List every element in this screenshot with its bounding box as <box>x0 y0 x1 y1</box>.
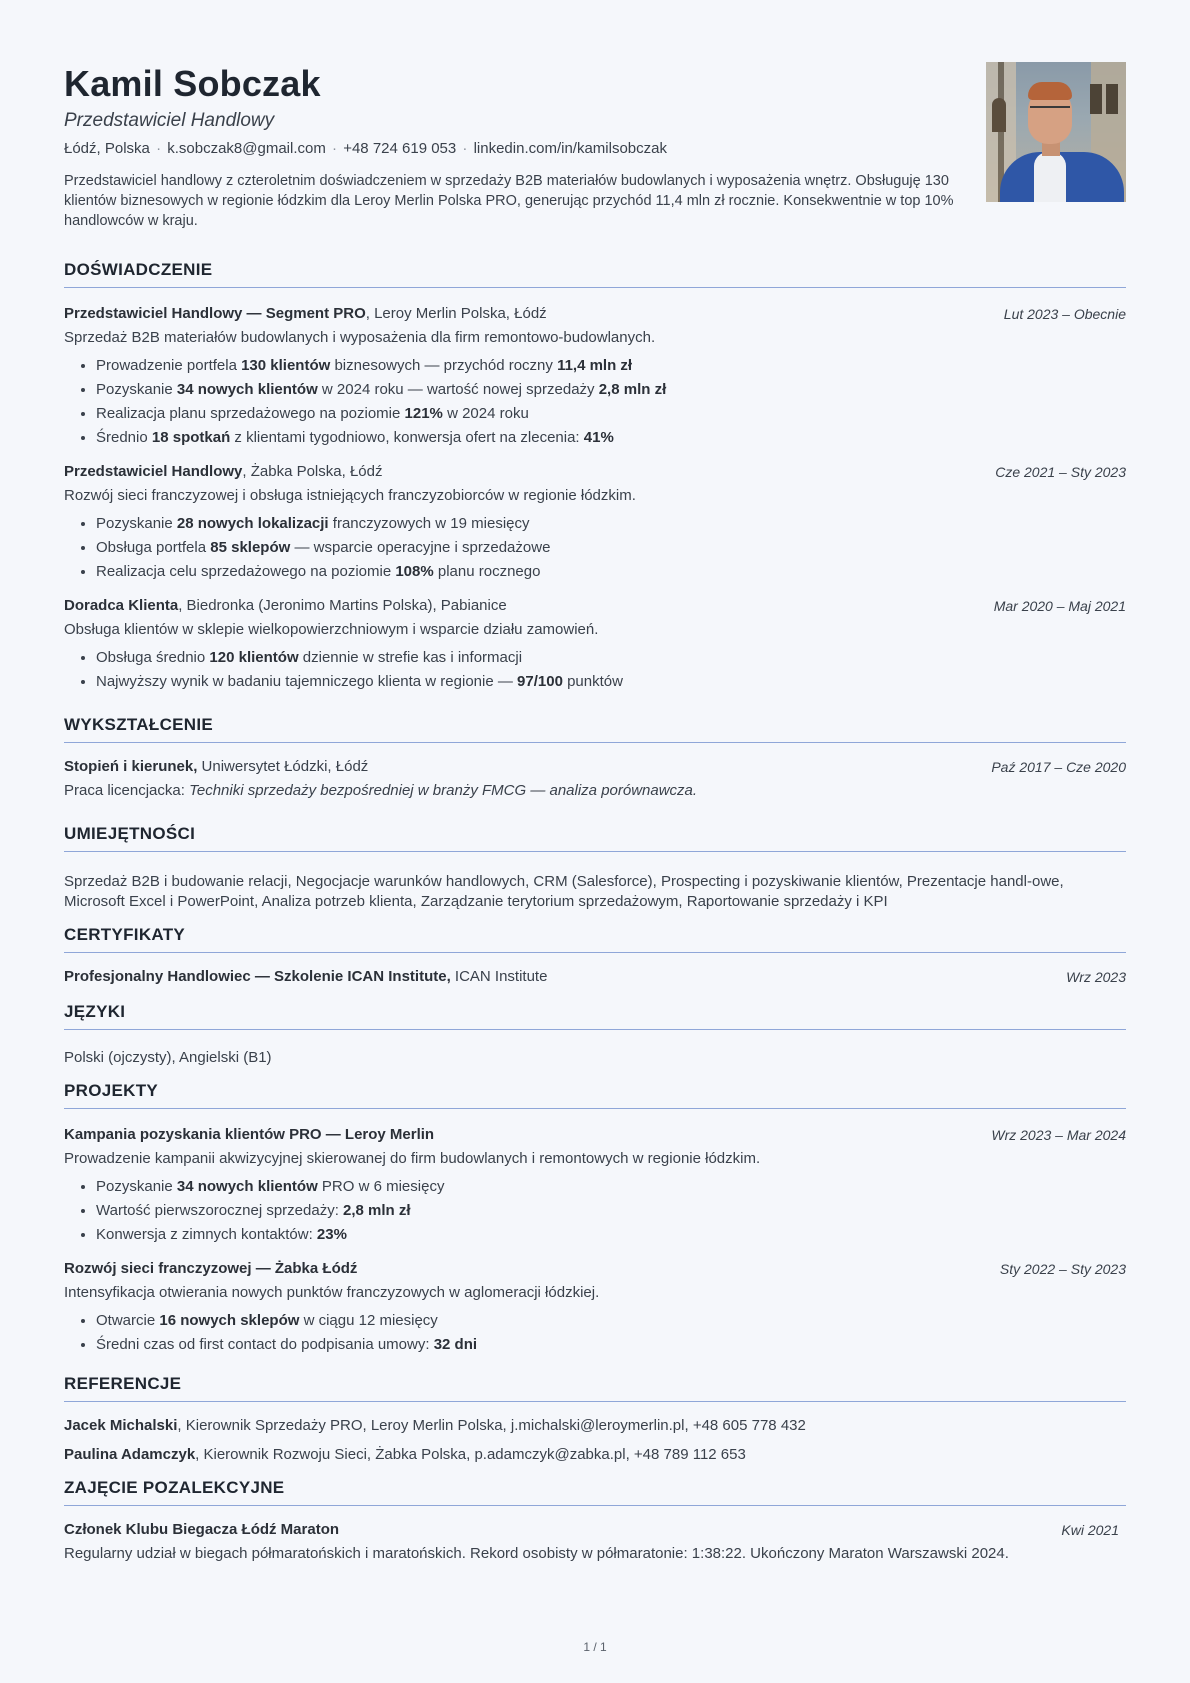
certificates-section <box>64 924 1126 987</box>
thesis <box>64 781 1126 801</box>
certificate-title: Profesjonalny Handlowiec — Szkolenie ICAN Institute, <box>64 968 451 985</box>
job-description: Sprzedaż B2B materiałów budowlanych i wyposażenia dla firm remontowo-budowlanych. <box>64 329 656 346</box>
bullet-text: Realizacja celu sprzedażowego na poziomie <box>96 563 396 580</box>
bullet-item <box>96 1311 1126 1331</box>
bullet-text: Najwyższy wynik w badaniu tajemniczego klienta w regionie — <box>96 673 518 690</box>
education-section <box>64 714 1126 801</box>
bullet-text: planu rocznego <box>433 563 541 580</box>
bullet-text: Obsługa portfela <box>96 539 211 556</box>
bullet-item <box>96 648 1126 668</box>
projects-heading: PROJEKTY <box>64 1080 1126 1109</box>
bullet-list <box>64 356 1126 448</box>
skills-section <box>64 823 1126 912</box>
certificate-entry <box>64 967 1126 987</box>
project-header <box>64 1259 1126 1279</box>
certificates-heading: CERTYFIKATY <box>64 924 1126 953</box>
bullet-highlight: 34 nowych klientów <box>176 1178 318 1195</box>
project-description: Prowadzenie kampanii akwizycyjnej skierowanej do firm budowlanych i remontowych w regionie łódzkim. <box>64 1150 761 1167</box>
reference-name: Jacek Michalski <box>64 1417 178 1434</box>
education-heading: WYKSZTAŁCENIE <box>64 714 1126 743</box>
certificate-issuer: ICAN Institute <box>450 968 548 985</box>
bullet-item <box>96 672 1126 692</box>
job-header <box>64 596 1126 616</box>
job-header <box>64 462 1126 482</box>
activity-entry <box>64 1520 1126 1564</box>
job-date: Lut 2023 – Obecnie <box>1003 306 1126 322</box>
reference-item <box>64 1445 1126 1465</box>
experience-section <box>64 259 1126 692</box>
contact-linkedin[interactable]: linkedin.com/in/kamilsobczak <box>473 140 667 157</box>
thesis-label: Praca licencjacka: <box>64 782 190 799</box>
bullet-list <box>64 1177 1126 1245</box>
skills-heading: UMIEJĘTNOŚCI <box>64 823 1126 852</box>
page-number: 1 / 1 <box>583 1640 607 1654</box>
bullet-item <box>96 404 1126 424</box>
contact-separator: · <box>156 140 162 157</box>
references-section <box>64 1373 1126 1465</box>
activities-section <box>64 1477 1126 1564</box>
bullet-item <box>96 356 1126 376</box>
bullet-text: Obsługa średnio <box>96 649 210 666</box>
university: Uniwersytet Łódzki, Łódź <box>197 758 369 775</box>
experience-list <box>64 304 1126 692</box>
bullet-text: dziennie w strefie kas i informacji <box>298 649 523 666</box>
activities-heading: ZAJĘCIE POZALEKCYJNE <box>64 1477 1126 1506</box>
thesis-title: Techniki sprzedaży bezpośredniej w branży FMCG — analiza porównawcza. <box>189 782 698 799</box>
bullet-text: Konwersja z zimnych kontaktów: <box>96 1226 317 1243</box>
bullet-text: w 2024 roku — wartość nowej sprzedaży <box>317 381 599 398</box>
job-employer: , Biedronka (Jeronimo Martins Polska), Pabianice <box>178 597 507 614</box>
bullet-text: biznesowych — przychód roczny <box>330 357 558 374</box>
reference-name: Paulina Adamczyk <box>64 1446 196 1463</box>
bullet-item <box>96 1201 1126 1221</box>
candidate-role: Przedstawiciel Handlowy <box>64 110 275 131</box>
projects-list <box>64 1125 1126 1355</box>
references-list <box>64 1416 1126 1465</box>
bullet-highlight: 2,8 mln zł <box>343 1202 411 1219</box>
bullet-text: Realizacja planu sprzedażowego na poziomie <box>96 405 405 422</box>
project-title: Rozwój sieci franczyzowej — Żabka Łódź <box>64 1260 358 1277</box>
bullet-highlight: 120 klientów <box>209 649 299 666</box>
bullet-text: Średni czas od first contact do podpisania umowy: <box>96 1336 434 1353</box>
degree-title: Stopień i kierunek, <box>64 758 198 775</box>
references-heading: REFERENCJE <box>64 1373 1126 1402</box>
bullet-list <box>64 1311 1126 1355</box>
languages-section <box>64 1001 1126 1068</box>
profile-summary: Przedstawiciel handlowy z czteroletnim doświadczeniem w sprzedaży B2B materiałów budowlanych i wyposażenia wnętrz. Obsługuję 130 klientów biznesowych w regionie łódzkim dla Leroy Merlin Polska PRO, generując przychód 11,4 mln zł rocznie. Konsekwentnie w top 10% handlowców w kraju. <box>64 173 954 229</box>
activity-date: Kwi 2021 <box>1061 1522 1119 1538</box>
bullet-item <box>96 428 1126 448</box>
skills-list: Sprzedaż B2B i budowanie relacji, Negocjacje warunków handlowych, CRM (Salesforce), Prospecting i pozyskiwanie klientów, Prezentacje handl-owe, Microsoft Excel i PowerPoint, Analiza potrzeb klienta, Zarządzanie terytorium sprzedażowym, Raportowanie sprzedaży i KPI <box>64 873 1064 910</box>
bullet-highlight: 16 nowych sklepów <box>159 1312 300 1329</box>
contact-separator: · <box>332 140 338 157</box>
project-header <box>64 1125 1126 1145</box>
bullet-item <box>96 514 1126 534</box>
bullet-highlight: 2,8 mln zł <box>598 381 667 398</box>
bullet-item <box>96 380 1126 400</box>
job-title: Przedstawiciel Handlowy — Segment PRO <box>64 305 366 322</box>
project-title: Kampania pozyskania klientów PRO — Leroy Merlin <box>64 1126 435 1143</box>
project-date: Wrz 2023 – Mar 2024 <box>991 1127 1126 1143</box>
bullet-text: PRO w 6 miesięcy <box>317 1178 445 1195</box>
bullet-highlight: 130 klientów <box>241 357 331 374</box>
bullet-list <box>64 514 1126 582</box>
bullet-highlight: 41% <box>583 429 614 446</box>
bullet-item <box>96 1225 1126 1245</box>
resume-header <box>64 62 1126 231</box>
certificate-date: Wrz 2023 <box>1066 969 1126 985</box>
bullet-highlight: 32 dni <box>433 1336 478 1353</box>
project-entry <box>64 1125 1126 1245</box>
bullet-item <box>96 1335 1126 1355</box>
bullet-highlight: 23% <box>316 1226 347 1243</box>
bullet-highlight: 97/100 <box>517 673 563 690</box>
contact-email[interactable]: k.sobczak8@gmail.com <box>167 140 326 157</box>
bullet-text: franczyzowych w 19 miesięcy <box>328 515 530 532</box>
experience-heading: DOŚWIADCZENIE <box>64 259 1126 288</box>
job-title: Przedstawiciel Handlowy <box>64 463 243 480</box>
languages-heading: JĘZYKI <box>64 1001 1126 1030</box>
bullet-text: z klientami tygodniowo, konwersja ofert na zlecenia: <box>230 429 584 446</box>
contact-location: Łódź, Polska <box>64 140 150 157</box>
profile-photo <box>986 62 1126 202</box>
project-entry <box>64 1259 1126 1355</box>
bullet-item <box>96 562 1126 582</box>
project-description: Intensyfikacja otwierania nowych punktów franczyzowych w aglomeracji łódzkiej. <box>64 1284 600 1301</box>
bullet-highlight: 18 spotkań <box>151 429 231 446</box>
job-employer: , Żabka Polska, Łódź <box>242 463 383 480</box>
experience-entry <box>64 304 1126 448</box>
project-date: Sty 2022 – Sty 2023 <box>999 1261 1126 1277</box>
bullet-text: Pozyskanie <box>96 515 177 532</box>
reference-details: , Kierownik Rozwoju Sieci, Żabka Polska, p.adamczyk@zabka.pl, +48 789 112 653 <box>195 1446 746 1463</box>
experience-entry <box>64 596 1126 692</box>
job-employer: , Leroy Merlin Polska, Łódź <box>365 305 547 322</box>
contact-line <box>64 139 966 159</box>
contact-phone: +48 724 619 053 <box>343 140 457 157</box>
bullet-text: Wartość pierwszorocznej sprzedaży: <box>96 1202 344 1219</box>
bullet-item <box>96 1177 1126 1197</box>
job-date: Cze 2021 – Sty 2023 <box>995 464 1126 480</box>
bullet-text: Pozyskanie <box>96 381 177 398</box>
job-description: Rozwój sieci franczyzowej i obsługa istniejących franczyzobiorców w regionie łódzkim. <box>64 487 636 504</box>
job-description: Obsługa klientów w sklepie wielkopowierzchniowym i wsparcie działu zamowień. <box>64 621 599 638</box>
bullet-text: Otwarcie <box>96 1312 160 1329</box>
activity-title: Członek Klubu Biegacza Łódź Maraton <box>64 1521 340 1538</box>
job-header <box>64 304 1126 324</box>
projects-section <box>64 1080 1126 1355</box>
candidate-name: Kamil Sobczak <box>64 63 321 104</box>
reference-details: , Kierownik Sprzedaży PRO, Leroy Merlin Polska, j.michalski@leroymerlin.pl, +48 605 778 432 <box>177 1417 806 1434</box>
bullet-list <box>64 648 1126 692</box>
bullet-highlight: 121% <box>404 405 443 422</box>
experience-entry <box>64 462 1126 582</box>
bullet-highlight: 85 sklepów <box>210 539 291 556</box>
bullet-highlight: 108% <box>395 563 434 580</box>
languages-list: Polski (ojczysty), Angielski (B1) <box>64 1049 272 1066</box>
reference-item <box>64 1416 1126 1436</box>
bullet-text: Średnio <box>96 429 152 446</box>
bullet-highlight: 11,4 mln zł <box>557 357 633 374</box>
bullet-text: w ciągu 12 miesięcy <box>299 1312 438 1329</box>
education-date: Paź 2017 – Cze 2020 <box>991 759 1126 775</box>
bullet-text: Pozyskanie <box>96 1178 177 1195</box>
job-title: Doradca Klienta <box>64 597 179 614</box>
activity-description: Regularny udział w biegach półmaratońskich i maratońskich. Rekord osobisty w półmaratonie: 1:38:22. Ukończony Maraton Warszawski 2024. <box>64 1545 1009 1562</box>
bullet-highlight: 34 nowych klientów <box>176 381 318 398</box>
education-entry <box>64 757 1126 801</box>
bullet-text: punktów <box>562 673 623 690</box>
job-date: Mar 2020 – Maj 2021 <box>993 598 1126 614</box>
bullet-text: — wsparcie operacyjne i sprzedażowe <box>290 539 551 556</box>
bullet-text: w 2024 roku <box>442 405 529 422</box>
bullet-item <box>96 538 1126 558</box>
bullet-text: Prowadzenie portfela <box>96 357 242 374</box>
bullet-highlight: 28 nowych lokalizacji <box>176 515 329 532</box>
contact-separator: · <box>462 140 468 157</box>
